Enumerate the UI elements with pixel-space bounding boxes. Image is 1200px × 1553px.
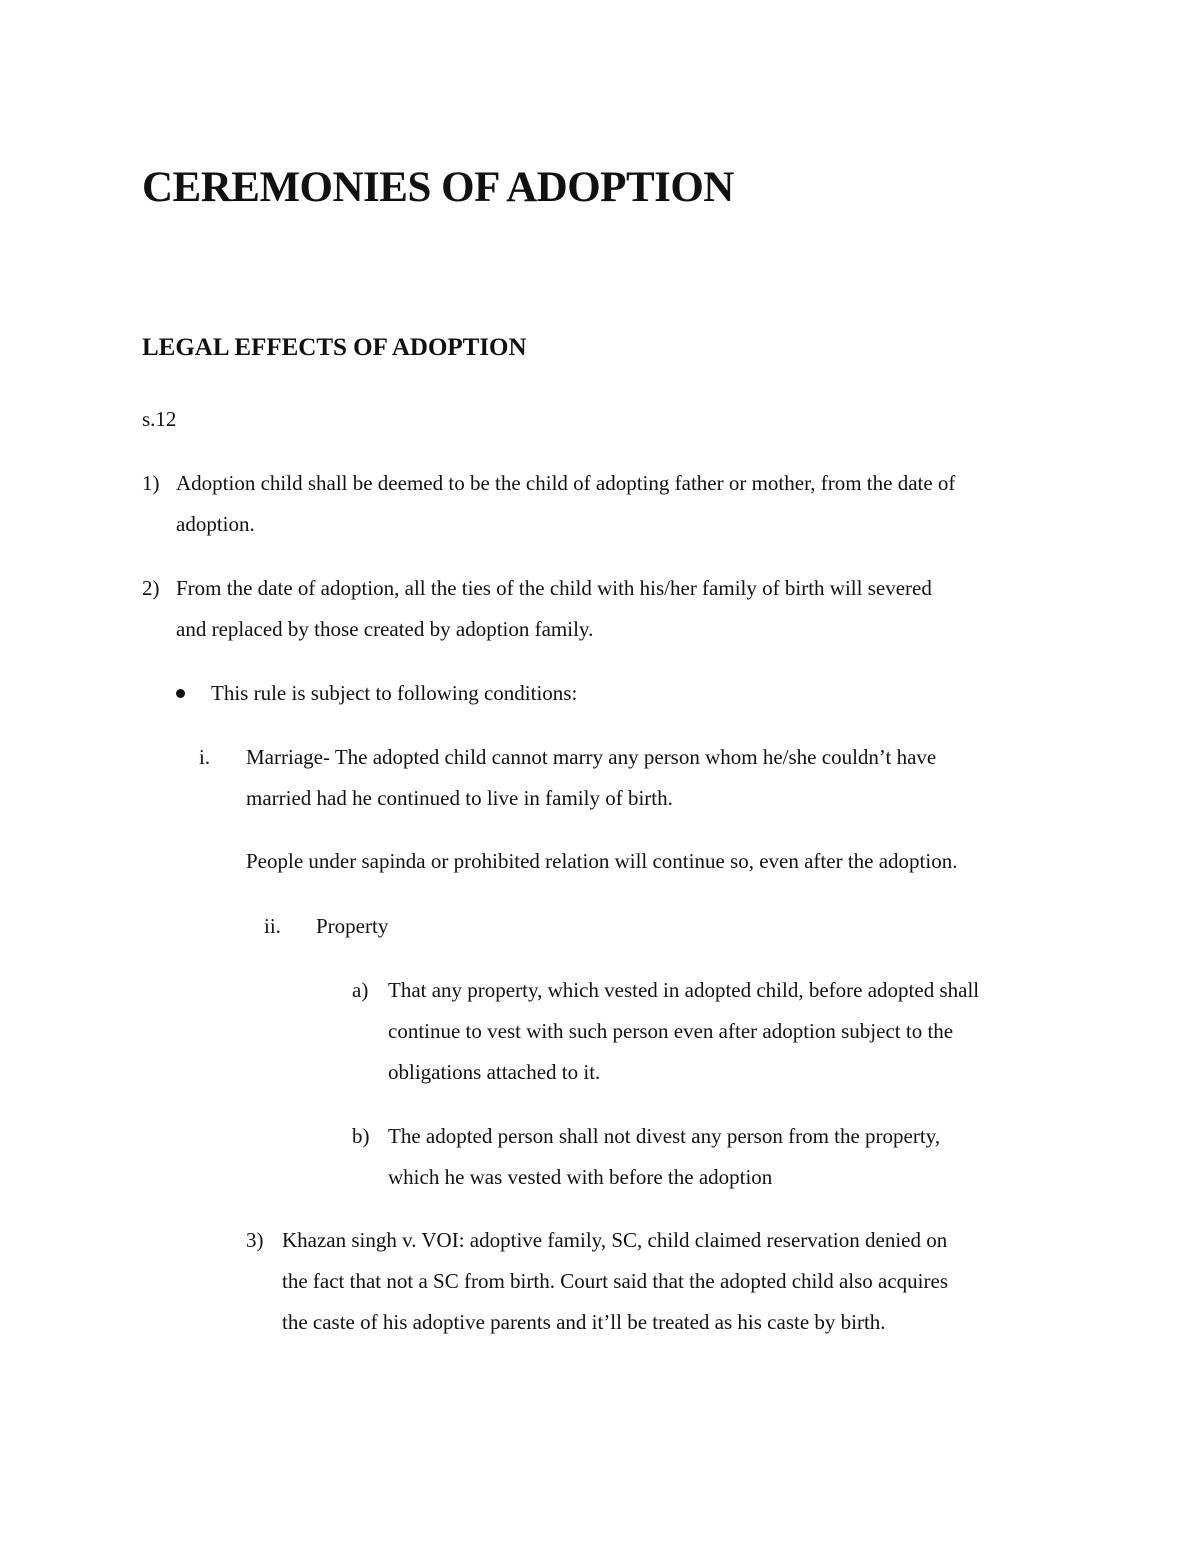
- item-3-line-3: the caste of his adoptive parents and it’ll be treated as his caste by birth.: [282, 1310, 886, 1334]
- condition-i-marker: i.: [199, 745, 211, 769]
- subitem-a-marker: a): [352, 978, 369, 1002]
- item-2-marker: 2): [142, 576, 160, 600]
- subitem-b-marker: b): [352, 1124, 370, 1148]
- item-1-marker: 1): [142, 471, 160, 495]
- item-2-line-1: From the date of adoption, all the ties of the child with his/her family of birth will severed: [176, 576, 932, 600]
- subitem-a-line-2: continue to vest with such person even after adoption subject to the: [388, 1019, 954, 1043]
- condition-i-line-2: married had he continued to live in family of birth.: [246, 786, 673, 810]
- section-reference: s.12: [142, 407, 177, 431]
- item-3-line-1: Khazan singh v. VOI: adoptive family, SC, child claimed reservation denied on: [282, 1228, 948, 1252]
- document-title: CEREMONIES OF ADOPTION: [142, 164, 734, 211]
- subitem-a-line-3: obligations attached to it.: [388, 1060, 601, 1084]
- item-2-line-2: and replaced by those created by adoption family.: [176, 617, 594, 641]
- subitem-b-line-1: The adopted person shall not divest any person from the property,: [388, 1124, 941, 1148]
- item-3-marker: 3): [246, 1228, 264, 1252]
- section-heading: LEGAL EFFECTS OF ADOPTION: [142, 334, 527, 361]
- condition-i-line-1: Marriage- The adopted child cannot marry any person whom he/she couldn’t have: [246, 745, 937, 769]
- item-3-line-2: the fact that not a SC from birth. Court said that the adopted child also acquires: [282, 1269, 949, 1293]
- bullet-dot-icon: [176, 689, 185, 698]
- condition-i-note: People under sapinda or prohibited relation will continue so, even after the adoption.: [246, 849, 958, 873]
- bullet-text: This rule is subject to following conditions:: [211, 681, 578, 705]
- condition-ii-label: Property: [316, 914, 389, 938]
- subitem-b-line-2: which he was vested with before the adoption: [388, 1165, 773, 1189]
- item-1-line-1: Adoption child shall be deemed to be the child of adopting father or mother, from the date of: [176, 471, 956, 495]
- subitem-a-line-1: That any property, which vested in adopted child, before adopted shall: [388, 978, 980, 1002]
- item-1-line-2: adoption.: [176, 512, 255, 536]
- condition-ii-marker: ii.: [264, 914, 281, 938]
